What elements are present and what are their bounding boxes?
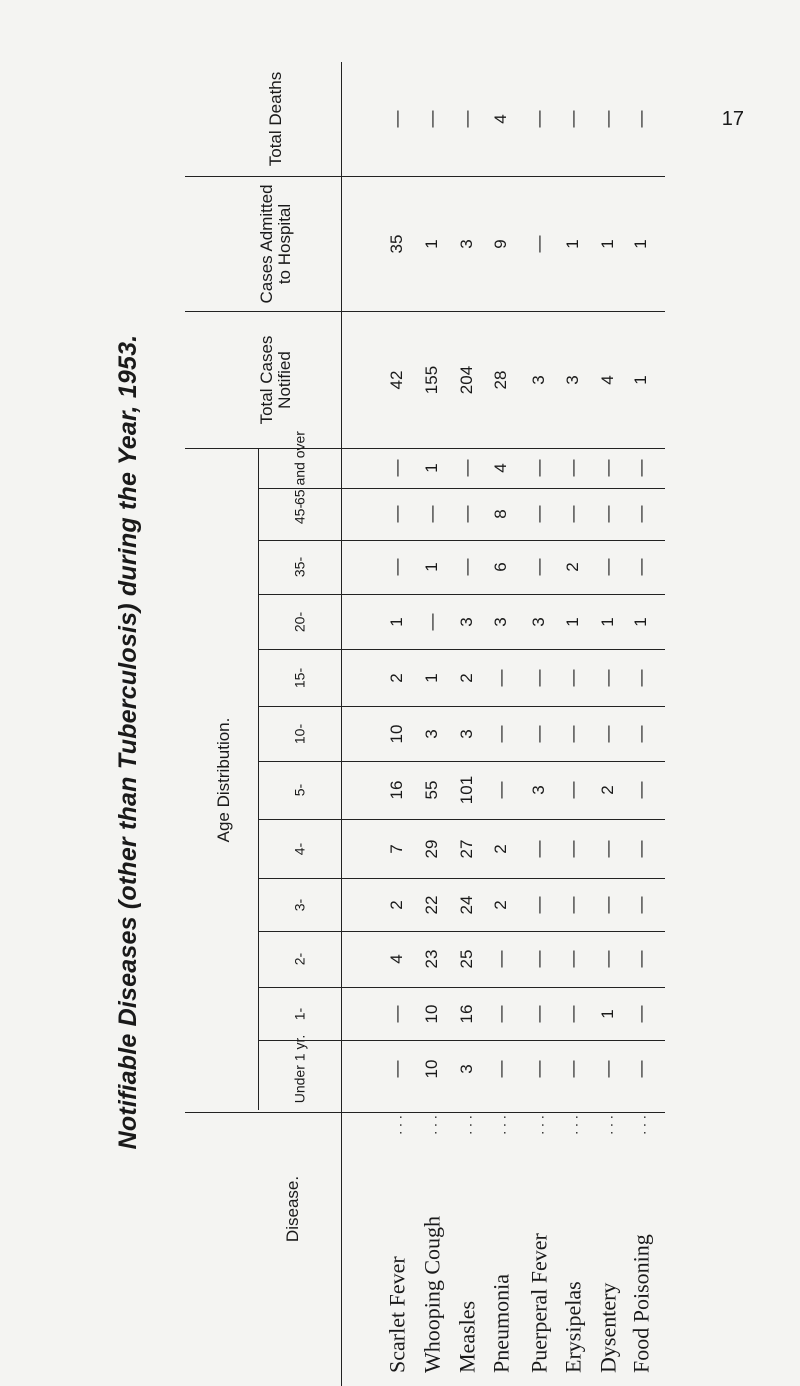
page-number: 17 bbox=[721, 108, 744, 130]
age-header: 20- bbox=[291, 611, 308, 632]
age-distribution-header: Age Distribution. bbox=[214, 717, 234, 843]
age-cell: 101 bbox=[457, 775, 477, 805]
age-cell: — bbox=[631, 558, 651, 576]
age-cell: 25 bbox=[457, 949, 477, 969]
age-cell: — bbox=[631, 781, 651, 799]
notified-cell: 28 bbox=[491, 370, 511, 389]
age-cell: 4 bbox=[491, 463, 511, 473]
age-column-rule bbox=[258, 706, 665, 707]
age-cell: — bbox=[387, 1060, 407, 1077]
age-cell: — bbox=[387, 1005, 407, 1022]
age-cell: 2 bbox=[457, 672, 477, 683]
age-cell: 55 bbox=[422, 780, 442, 800]
age-cell: 3 bbox=[491, 616, 511, 627]
age-cell: — bbox=[422, 613, 442, 630]
disease-name: Whooping Cough bbox=[419, 1215, 445, 1373]
age-cell: 1 bbox=[598, 616, 618, 627]
age-cell: — bbox=[598, 840, 618, 857]
age-cell: — bbox=[529, 669, 549, 686]
age-cell: — bbox=[631, 669, 651, 686]
age-cell: 2 bbox=[598, 785, 618, 795]
cases-admitted-header: Cases Admitted to Hospital bbox=[256, 183, 294, 304]
age-cell: — bbox=[529, 459, 549, 477]
age-column-rule bbox=[258, 649, 665, 650]
age-column-rule bbox=[258, 594, 665, 595]
age-header: 35- bbox=[291, 556, 308, 578]
age-column-rule bbox=[258, 761, 665, 762]
age-cell: — bbox=[631, 1060, 651, 1077]
age-cell: — bbox=[563, 1005, 583, 1022]
age-cell: — bbox=[491, 781, 511, 799]
age-cell: — bbox=[598, 896, 618, 913]
notified-cell: 3 bbox=[563, 374, 583, 385]
age-cell: — bbox=[563, 1060, 583, 1077]
disease-header: Disease. bbox=[283, 1175, 303, 1243]
age-header: 65 and over bbox=[291, 431, 308, 505]
disease-name: Dysentery bbox=[595, 1282, 621, 1373]
disease-name: Puerperal Fever bbox=[526, 1233, 552, 1373]
age-header: Under 1 yr. bbox=[291, 1034, 308, 1103]
age-cell: — bbox=[457, 558, 477, 576]
age-cell: 1 bbox=[598, 1008, 618, 1019]
age-column-rule bbox=[258, 987, 665, 988]
age-cell: — bbox=[529, 505, 549, 523]
deaths-cell: — bbox=[387, 110, 407, 128]
age-cell: — bbox=[491, 725, 511, 742]
disease-header-rule bbox=[341, 1112, 342, 1386]
age-column-rule bbox=[258, 1040, 665, 1041]
age-cell: — bbox=[563, 725, 583, 742]
age-cell: — bbox=[563, 669, 583, 686]
age-cell: — bbox=[457, 505, 477, 523]
age-header: 45- bbox=[291, 503, 308, 525]
age-cell: — bbox=[491, 1005, 511, 1022]
notified-cell: 1 bbox=[631, 374, 651, 385]
total-deaths-header: Total Deaths bbox=[265, 71, 285, 167]
age-group-rule bbox=[258, 448, 259, 1110]
deaths-cell: 4 bbox=[491, 114, 511, 124]
age-cell: 1 bbox=[387, 616, 407, 627]
age-column-rule bbox=[258, 540, 665, 541]
age-cell: — bbox=[631, 459, 651, 477]
admitted-cell: 1 bbox=[422, 238, 442, 249]
age-cell: — bbox=[631, 505, 651, 523]
admitted-cell: 3 bbox=[457, 238, 477, 249]
leader-dots: . . . bbox=[388, 1115, 405, 1135]
age-cell: — bbox=[491, 1060, 511, 1077]
running-title: Notifiable Diseases (other than Tuberculosis) during the Year, 1953. bbox=[113, 334, 142, 1150]
age-cell: 10 bbox=[387, 724, 407, 743]
age-cell: — bbox=[598, 725, 618, 742]
age-cell: — bbox=[491, 950, 511, 968]
age-cell: 27 bbox=[457, 839, 477, 858]
age-cell: — bbox=[387, 505, 407, 523]
disease-name: Pneumonia bbox=[488, 1274, 514, 1373]
age-cell: — bbox=[598, 558, 618, 576]
age-cell: 3 bbox=[457, 728, 477, 739]
age-cell: 8 bbox=[491, 509, 511, 519]
admitted-cell: 1 bbox=[631, 238, 651, 249]
age-cell: — bbox=[563, 950, 583, 968]
age-cell: — bbox=[529, 725, 549, 742]
age-cell: — bbox=[598, 505, 618, 523]
age-cell: 6 bbox=[491, 562, 511, 572]
age-cell: — bbox=[422, 505, 442, 523]
admitted-cell: — bbox=[529, 235, 549, 252]
total-cases-notified-header: Total Cases Notified bbox=[256, 335, 294, 424]
age-cell: 22 bbox=[422, 895, 442, 914]
leader-dots: . . . bbox=[564, 1115, 581, 1135]
admitted-cell: 1 bbox=[598, 238, 618, 249]
age-cell: 1 bbox=[422, 463, 442, 473]
age-cell: 2 bbox=[491, 899, 511, 910]
age-cell: 1 bbox=[422, 562, 442, 572]
age-cell: — bbox=[631, 1005, 651, 1022]
admitted-cell: 35 bbox=[387, 234, 407, 253]
admitted-cell: 9 bbox=[491, 238, 511, 249]
age-cell: — bbox=[529, 1005, 549, 1022]
deaths-cell: — bbox=[422, 110, 442, 128]
age-cell: 2 bbox=[387, 672, 407, 683]
age-cell: — bbox=[598, 950, 618, 968]
summary-rule-notified bbox=[185, 448, 665, 449]
summary-rule-admitted bbox=[185, 311, 665, 312]
age-cell: 3 bbox=[422, 728, 442, 739]
age-cell: 2 bbox=[387, 899, 407, 910]
leader-dots: . . . bbox=[458, 1115, 475, 1135]
age-header: 1- bbox=[291, 1007, 308, 1020]
table-bottom-rule bbox=[185, 1112, 665, 1113]
age-cell: 23 bbox=[422, 949, 442, 969]
age-cell: — bbox=[491, 669, 511, 686]
age-cell: 2 bbox=[491, 843, 511, 854]
age-column-rule bbox=[258, 488, 665, 489]
age-cell: 3 bbox=[457, 616, 477, 627]
deaths-cell: — bbox=[631, 110, 651, 128]
leader-dots: . . . bbox=[530, 1115, 547, 1135]
age-cell: — bbox=[631, 896, 651, 913]
age-header: 5- bbox=[291, 783, 308, 797]
deaths-cell: — bbox=[529, 110, 549, 128]
age-cell: 3 bbox=[457, 1063, 477, 1074]
age-cell: 10 bbox=[422, 1004, 442, 1023]
notified-cell: 4 bbox=[598, 374, 618, 385]
age-cell: 3 bbox=[529, 785, 549, 795]
age-cell: — bbox=[529, 950, 549, 968]
age-cell: — bbox=[563, 505, 583, 523]
age-cell: — bbox=[563, 781, 583, 799]
age-cell: — bbox=[598, 669, 618, 686]
age-cell: 4 bbox=[387, 954, 407, 964]
disease-name: Measles bbox=[454, 1300, 480, 1373]
age-header: 15- bbox=[291, 667, 308, 688]
header-column-rule bbox=[341, 62, 342, 1112]
summary-rule-deaths bbox=[185, 176, 665, 177]
disease-name: Erysipelas bbox=[560, 1281, 586, 1373]
age-cell: — bbox=[529, 558, 549, 576]
age-header: 2- bbox=[291, 952, 308, 966]
age-header: 3- bbox=[291, 898, 308, 911]
age-cell: — bbox=[598, 1060, 618, 1077]
deaths-cell: — bbox=[598, 110, 618, 128]
age-cell: — bbox=[457, 459, 477, 477]
age-cell: — bbox=[563, 896, 583, 913]
age-cell: 7 bbox=[387, 843, 407, 854]
age-cell: 16 bbox=[387, 780, 407, 800]
notified-cell: 3 bbox=[529, 374, 549, 385]
disease-name: Food Poisoning bbox=[628, 1234, 654, 1373]
age-cell: 1 bbox=[563, 616, 583, 627]
age-header: 10- bbox=[291, 723, 308, 744]
disease-name: Scarlet Fever bbox=[384, 1256, 410, 1373]
deaths-cell: — bbox=[457, 110, 477, 128]
leader-dots: . . . bbox=[492, 1115, 509, 1135]
age-cell: — bbox=[529, 896, 549, 913]
age-column-rule bbox=[258, 819, 665, 820]
age-cell: — bbox=[631, 725, 651, 742]
age-cell: 2 bbox=[563, 562, 583, 572]
age-cell: 1 bbox=[631, 616, 651, 627]
age-cell: 1 bbox=[422, 672, 442, 683]
admitted-cell: 1 bbox=[563, 238, 583, 249]
age-cell: — bbox=[631, 840, 651, 857]
age-cell: — bbox=[563, 840, 583, 857]
age-cell: — bbox=[529, 1060, 549, 1077]
leader-dots: . . . bbox=[632, 1115, 649, 1135]
age-cell: 10 bbox=[422, 1059, 442, 1078]
notified-cell: 204 bbox=[457, 365, 477, 394]
age-cell: — bbox=[387, 558, 407, 576]
leader-dots: . . . bbox=[599, 1115, 616, 1135]
notified-cell: 42 bbox=[387, 370, 407, 389]
deaths-cell: — bbox=[563, 110, 583, 128]
age-column-rule bbox=[258, 931, 665, 932]
leader-dots: . . . bbox=[423, 1115, 440, 1135]
age-header: 4- bbox=[291, 842, 308, 855]
age-cell: 29 bbox=[422, 839, 442, 858]
age-cell: — bbox=[387, 459, 407, 477]
age-cell: 3 bbox=[529, 616, 549, 627]
age-cell: — bbox=[563, 459, 583, 477]
notified-cell: 155 bbox=[422, 365, 442, 394]
age-cell: — bbox=[598, 459, 618, 477]
age-column-rule bbox=[258, 878, 665, 879]
age-cell: 16 bbox=[457, 1004, 477, 1023]
age-cell: 24 bbox=[457, 895, 477, 914]
age-cell: — bbox=[529, 840, 549, 857]
age-cell: — bbox=[631, 950, 651, 968]
